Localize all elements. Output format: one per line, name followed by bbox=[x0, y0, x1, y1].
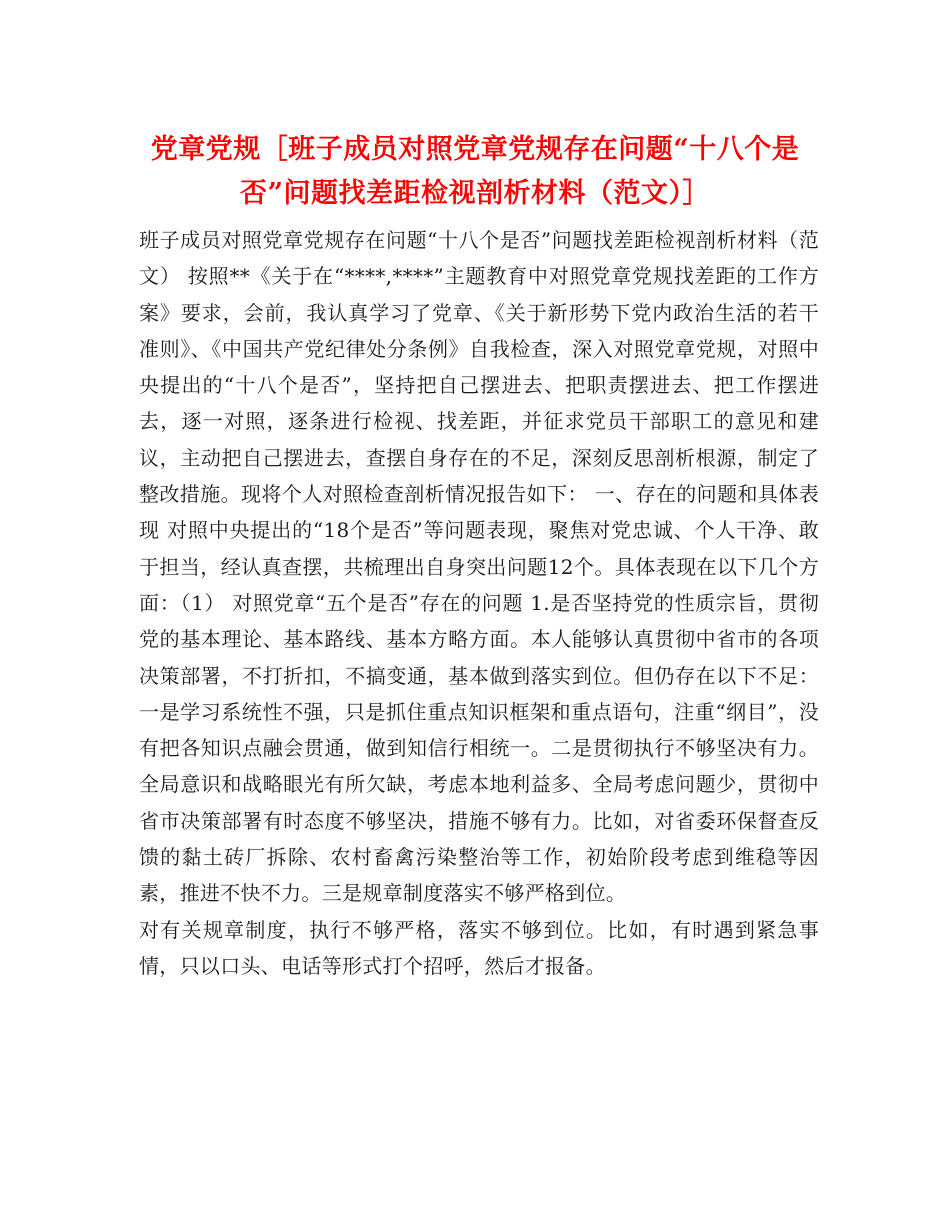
document-body bbox=[139, 222, 819, 984]
body-paragraph-2: 对有关规章制度，执行不够严格，落实不够到位。比如，有时遇到紧急事情，只以口头、电话等形式打个招呼，然后才报备。 bbox=[139, 917, 819, 978]
document-title: 党章党规［班子成员对照党章党规存在问题“十八个是否”问题找差距检视剖析材料（范文）］ bbox=[150, 134, 800, 209]
body-paragraph-1: 班子成员对照党章党规存在问题“十八个是否”问题找差距检视剖析材料（范文） 按照**《关于在“****,****”主题教育中对照党章党规找差距的工作方案》要求，会前，我认真学习了党章、《关于新形势下党内政治生活的若干准则》、《中国共产党纪律处分条例》自我检查，深入对照党章党规，对照中央提出的“十八个是否”，坚持把自己摆进去、把职责摆进去、把工作摆进去，逐一对照，逐条进行检视、找差距，并征求党员干部职工的意见和建议，主动把自己摆进去，查摆自身存在的不足，深刻反思剖析根源，制定了整改措施。现将个人对照检查剖析情况报告如下： 一、存在的问题和具体表现 对照中央提出的“18个是否”等问题表现，聚焦对党忠诚、个人干净、敢于担当，经认真查摆，共梳理出自身突出问题12个。具体表现在以下几个方面：（1） 对照党章“五个是否”存在的问题 1.是否坚持党的性质宗旨，贯彻党的基本理论、基本路线、基本方略方面。本人能够认真贯彻中省市的各项决策部署，不打折扣，不搞变通，基本做到落实到位。但仍存在以下不足：一是学习系统性不强，只是抓住重点知识框架和重点语句，注重“纲目”，没有把各知识点融会贯通，做到知信行相统一。二是贯彻执行不够坚决有力。全局意识和战略眼光有所欠缺，考虑本地利益多、全局考虑问题少，贯彻中省市决策部署有时态度不够坚决，措施不够有力。比如，对省委环保督查反馈的黏土砖厂拆除、农村畜禽污染整治等工作，初始阶段考虑到维稳等因素，推进不快不力。三是规章制度落实不够严格到位。 bbox=[139, 228, 819, 906]
